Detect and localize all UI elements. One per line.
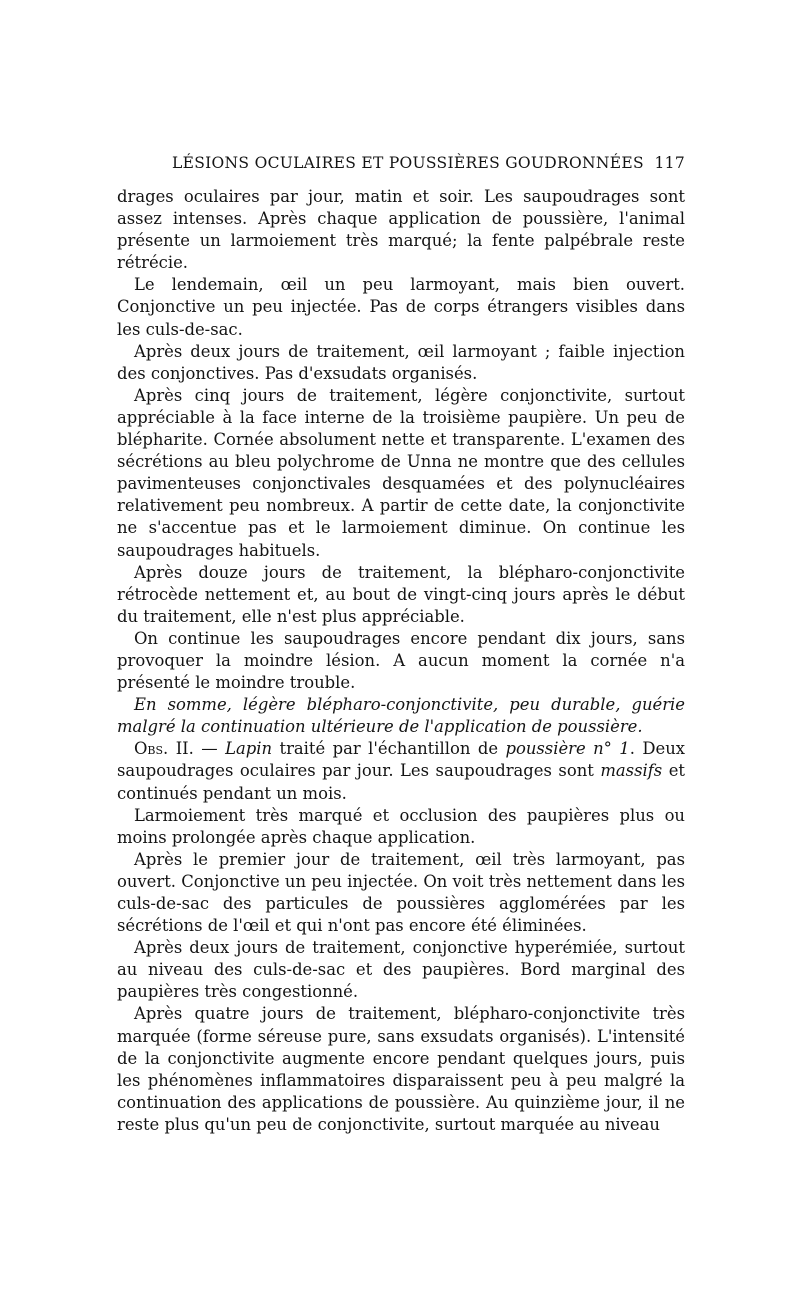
observation-label: Obs. II. [134,739,194,759]
observation-quantity: massifs [600,761,663,781]
paragraph-four-days: Après quatre jours de traitement, blépharo-conjonctivite très marquée (forme séreuse pure, sans exsudats organisés). L'intensité de la conjonctivite augmente encore pendant quelques jours, puis les phénomènes inflammatoires disparaissent peu à peu malgré la continuation des applications de poussière. Au quinzième jour, il ne reste plus qu'un peu de conjonctivite, surtout marquée au niveau [117,1004,685,1134]
paragraph-first-day: Après le premier jour de traitement, œil très larmoyant, pas ouvert. Conjonctive un peu injectée. On voit très nettement dans les culs-de-sac des particules de poussières agglomérées par les sécrétions de l'œil et qui n'ont pas encore été éliminées. [117,849,685,936]
body-text [117,186,685,1136]
observation-dash: — [193,739,226,759]
paragraph-lacrimation: Larmoiement très marqué et occlusion des paupières plus ou moins prolongée après chaque application. [117,805,685,847]
paragraph-two-days-hyperemia: Après deux jours de traitement, conjonctive hyperémiée, surtout au niveau des culs-de-sac et des paupières. Bord marginal des paupières très congestionné. [117,938,685,1002]
observation-text-1: traité par l'échantillon de [272,739,506,759]
paragraph-five-days: Après cinq jours de traitement, légère conjonctivite, surtout appréciable à la face interne de la troisième paupière. Un peu de blépharite. Cornée absolument nette et transparente. L'examen des sécrétions au bleu polychrome de Unna ne montre que des cellules pavimenteuses conjonctivales desquamées et des polynucléaires relativement peu nombreux. A partir de cette date, la conjonctivite ne s'accentue pas et le larmoiement diminue. On continue les saupoudrages habituels. [117,385,685,560]
observation-heading-paragraph [117,738,685,804]
paragraph-ten-more-days: On continue les saupoudrages encore pendant dix jours, sans provoquer la moindre lésion. A aucun moment la cornée n'a présenté le moindre trouble. [117,628,685,693]
page-header [117,150,685,176]
running-title: LÉSIONS OCULAIRES ET POUSSIÈRES GOUDRONNÉES [172,154,644,172]
paragraph-two-days: Après deux jours de traitement, œil larmoyant ; faible injection des conjonctives. Pas d'exsudats organisés. [117,341,685,383]
paragraph-continued: drages oculaires par jour, matin et soir. Les saupoudrages sont assez intenses. Après chaque application de poussière, l'animal présente un larmoiement très marqué; la fente palpébrale reste rétrécie. [117,187,685,273]
paragraph-summary: En somme, légère blépharo-conjonctivite, peu durable, guérie malgré la continuation ultérieure de l'application de poussière. [117,695,685,737]
observation-sample: poussière n° 1 [505,739,630,759]
paragraph-next-day: Le lendemain, œil un peu larmoyant, mais bien ouvert. Conjonctive un peu injectée. Pas de corps étrangers visibles dans les culs-de-sac. [117,275,685,339]
observation-text-3: et continués pendant un mois. [117,761,685,803]
observation-subject: Lapin [225,739,273,759]
page-number: 117 [654,154,685,172]
paragraph-twelve-days: Après douze jours de traitement, la blépharo-conjonctivite rétrocède nettement et, au bout de vingt-cinq jours après le début du traitement, elle n'est plus appréciable. [117,562,685,626]
observation-text-2: . Deux saupoudrages oculaires par jour. Les saupoudrages sont [117,739,685,781]
